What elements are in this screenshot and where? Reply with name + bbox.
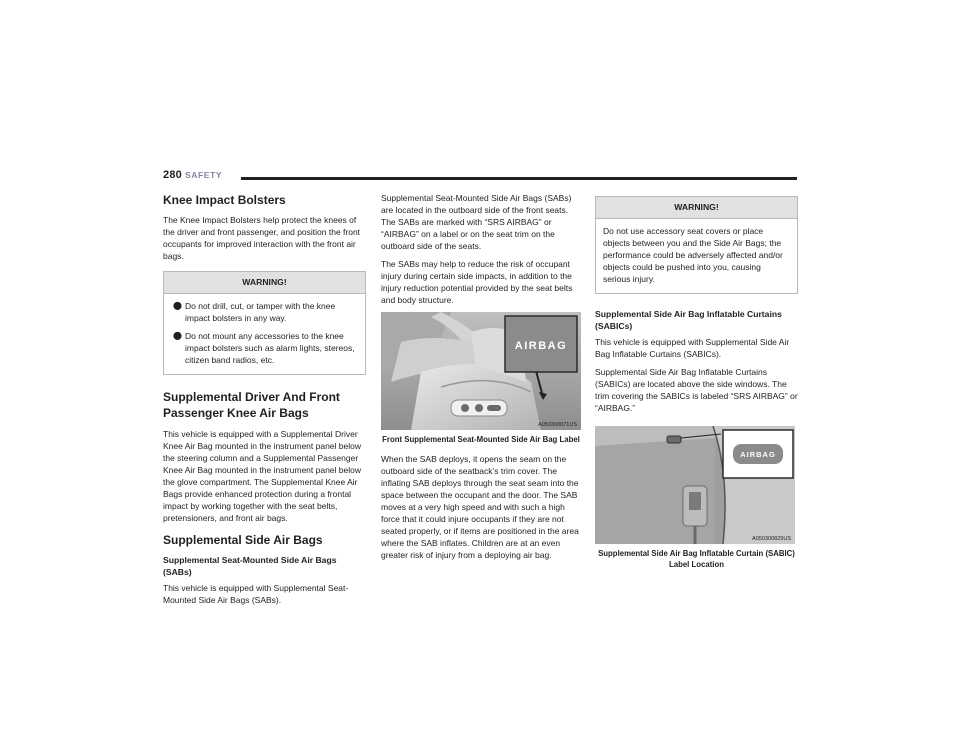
heading-knee-bolsters: Knee Impact Bolsters: [163, 193, 286, 207]
figure-code: A050300871US: [538, 422, 577, 428]
figure-seat-airbag: [381, 312, 581, 430]
para-sabic-equipped: This vehicle is equipped with Supplemental Side Air Bag Inflatable Curtains (SABICs).: [595, 337, 790, 360]
para-sab: This vehicle is equipped with Supplemental Seat-Mounted Side Air Bags (SABs).: [163, 582, 349, 605]
warning-item-text: Do not drill, cut, or tamper with the knee impact bolsters in any way.: [185, 301, 336, 324]
figure-airbag-label: AIRBAG: [514, 340, 568, 352]
warning-title: WARNING!: [596, 197, 797, 219]
column-middle: [381, 192, 581, 567]
para-sab-deploy: When the SAB deploys, it opens the seam on the outboard side of the seatback’s trim cover. The inflating SAB deploys through the seat seam into the space between the occupant and the door. The SAB moves at a very high speed and with such a high force that it could injure occupants if they are not seated properly, or if items are positioned in the area where the SAB inflates. Children are at an even greater risk of injury from a deploying air bag.: [381, 454, 579, 560]
page-number: 280: [163, 169, 182, 181]
seat-airbag-illustration: [381, 312, 581, 430]
header-rule: [241, 177, 797, 180]
para-sab-risk: The SABs may help to reduce the risk of occupant injury during certain side impacts, in addition to the injury reduction potential provided by the seat belts and body structure.: [381, 259, 573, 305]
subheading-sabic: Supplemental Side Air Bag Inflatable Curtains (SABICs): [595, 309, 782, 332]
para-knee-air-bags: This vehicle is equipped with a Supplemental Driver Knee Air Bag mounted in the instrument panel below the steering column and a Supplemental Passenger Knee Air Bag mounted in the instrument panel below the glove compartment. The Supplemental Knee Air Bags provide enhanced protection during a frontal impact by working together with the seat belts, pretensioners, and front air bags.: [163, 428, 361, 523]
para-sab-location: Supplemental Seat-Mounted Side Air Bags (SABs) are located in the outboard side of the front seats. The SABs are marked with “SRS AIRBAG” or “AIRBAG” on a label or on the seat trim on the outboard side of the seats.: [381, 193, 572, 251]
subheading-sab: Supplemental Seat-Mounted Side Air Bags (SABs): [163, 554, 337, 577]
bullet-icon: ⬤: [173, 301, 182, 311]
section-name: SAFETY: [185, 170, 223, 180]
curtain-airbag-illustration: [595, 426, 795, 544]
warning-item: [171, 300, 358, 324]
figure-airbag-label: AIRBAG: [740, 450, 776, 460]
figure-caption-curtain: Supplemental Side Air Bag Inflatable Curtain (SABIC) Label Location: [598, 549, 795, 570]
warning-item-text: Do not mount any accessories to the knee impact bolsters such as alarm lights, stereos, citizen band radios, etc.: [185, 331, 355, 366]
warning-item: [171, 330, 358, 366]
para-sabic-location: Supplemental Side Air Bag Inflatable Curtains (SABICs) are located above the side windows. The trim covering the SABICs is labeled “SRS AIRBAG” or “AIRBAG.”: [595, 367, 798, 414]
column-right: [595, 192, 798, 578]
page-header: [163, 168, 797, 184]
column-left: [163, 192, 366, 612]
bullet-icon: ⬤: [173, 331, 182, 341]
warning-title: WARNING!: [164, 272, 365, 294]
para-knee-bolsters: The Knee Impact Bolsters help protect the knees of the driver and front passenger, and position the front occupants for improved interaction with the front air bags.: [163, 215, 361, 262]
heading-side-air-bags: Supplemental Side Air Bags: [163, 532, 323, 547]
warning-box-knee: [163, 271, 366, 375]
figure-caption-seat: Front Supplemental Seat-Mounted Side Air Bag Label: [382, 435, 580, 444]
figure-code: A050300829US: [752, 536, 791, 543]
figure-curtain-airbag: [595, 426, 798, 544]
heading-knee-air-bags: Supplemental Driver And Front Passenger Knee Air Bags: [163, 390, 340, 421]
warning-box-side: [595, 196, 798, 294]
warning-text: Do not use accessory seat covers or place objects between you and the Side Air Bags; the performance could be adversely affected and/or objects could be pushed into you, causing serious injury.: [603, 226, 783, 284]
